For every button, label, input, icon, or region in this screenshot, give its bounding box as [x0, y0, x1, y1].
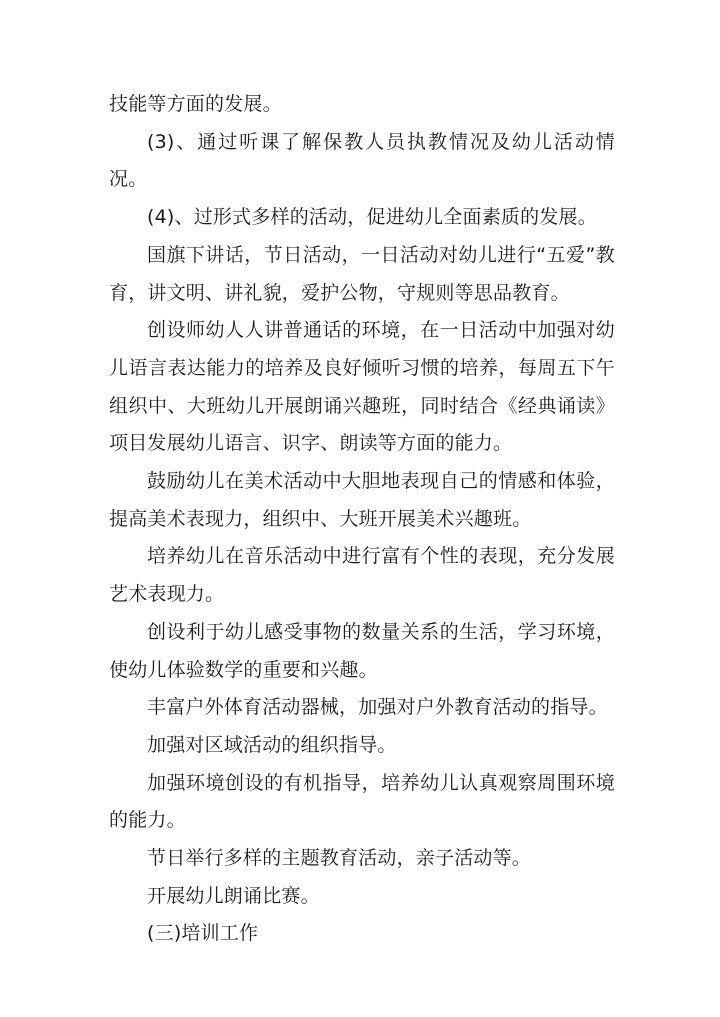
- paragraph-8: 创设利于幼儿感受事物的数量关系的生活，学习环境，使幼儿体验数学的重要和兴趣。: [109, 620, 615, 681]
- paragraph-12: 节日举行多样的主题教育活动，亲子活动等。: [147, 847, 532, 870]
- paragraph-13: 开展幼儿朗诵比赛。: [147, 884, 320, 907]
- paragraph-2: (3)、通过听课了解保教人员执教情况及幼儿活动情况。: [109, 130, 615, 191]
- paragraph-9: 丰富户外体育活动器械，加强对户外教育活动的指导。: [147, 696, 608, 719]
- document-body: [109, 86, 615, 953]
- paragraph-1: 技能等方面的发展。: [109, 93, 282, 115]
- paragraph-7: 培养幼儿在音乐活动中进行富有个性的表现，充分发展艺术表现力。: [109, 545, 615, 606]
- paragraph-11: 加强环境创设的有机指导，培养幼儿认真观察周围环境的能力。: [109, 771, 615, 832]
- paragraph-10: 加强对区域活动的组织指导。: [147, 733, 397, 756]
- paragraph-5: 创设师幼人人讲普通话的环境，在一日活动中加强对幼儿语言表达能力的培养及良好倾听习惯的培养，每周五下午组织中、大班幼儿开展朗诵兴趣班，同时结合《经典诵读》项目发展幼儿语言、识字、朗读等方面的能力。: [109, 319, 615, 455]
- paragraph-6: 鼓励幼儿在美术活动中大胆地表现自己的情感和体验，提高美术表现力，组织中、大班开展美术兴趣班。: [109, 470, 615, 530]
- section-heading-training: (三)培训工作: [147, 922, 259, 945]
- paragraph-4: 国旗下讲话，节日活动，一日活动对幼儿进行“五爱”教育，讲文明、讲礼貌，爱护公物，守规则等思品教育。: [109, 243, 615, 304]
- paragraph-3: (4)、过形式多样的活动，促进幼儿全面素质的发展。: [147, 206, 597, 229]
